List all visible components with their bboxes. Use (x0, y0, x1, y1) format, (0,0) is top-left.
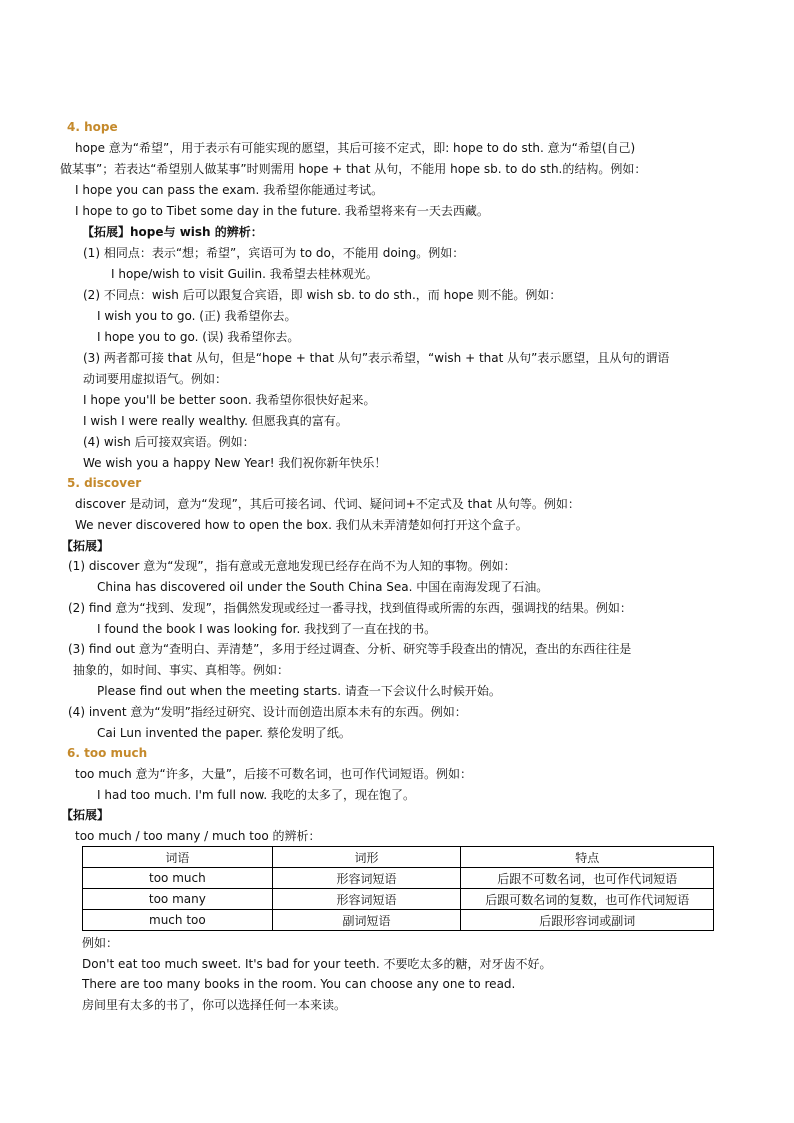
hope-wish-point-2: (2) 不同点：wish 后可以跟复合宾语，即 wish sb. to do sth.，而 hope 则不能。例如： (83, 288, 562, 302)
discover-extension-title: 【拓展】 (61, 539, 110, 553)
too-much-extension-title: 【拓展】 (61, 808, 110, 822)
table-header-row (83, 847, 714, 868)
comparison-table (82, 846, 714, 931)
table-cell: 形容词短语 (272, 889, 461, 910)
table-cell: too much (83, 868, 273, 889)
discover-point-1: (1) discover 意为“发现”，指有意或无意地发现已经存在尚不为人知的事物。例如： (68, 559, 516, 573)
hope-wish-point-1-example: I hope/wish to visit Guilin. 我希望去桂林观光。 (111, 267, 378, 281)
hope-wish-compare-title: 【拓展】hope与 wish 的辨析： (82, 225, 263, 239)
comparison-title: too much / too many / much too 的辨析： (75, 829, 321, 843)
too-many-example-en: There are too many books in the room. You can choose any one to read. (82, 977, 516, 991)
too-many-example-zh: 房间里有太多的书了，你可以选择任何一本来读。 (82, 998, 347, 1012)
discover-point-2: (2) find 意为“找到、发现”，指偶然发现或经过一番寻找，找到值得或所需的东西，强调找的结果。例如： (68, 601, 632, 615)
table-header-cell: 特点 (461, 847, 714, 868)
discover-point-3-line-2: 抽象的，如时间、事实、真相等。例如： (73, 663, 290, 677)
discover-point-2-example: I found the book I was looking for. 我找到了一直在找的书。 (97, 622, 437, 636)
table-cell: much too (83, 910, 273, 931)
table-cell: too many (83, 889, 273, 910)
table-row (83, 889, 714, 910)
hope-definition-line-2: 做某事”；若表达“希望别人做某事”时则需用 hope + that 从句，不能用 hope sb. to do sth.的结构。例如： (60, 162, 647, 176)
too-much-definition: too much 意为“许多，大量”，后接不可数名词，也可作代词短语。例如： (75, 767, 472, 781)
hope-example-2: I hope to go to Tibet some day in the future. 我希望将来有一天去西藏。 (75, 204, 489, 218)
table-cell: 形容词短语 (272, 868, 461, 889)
section-heading-discover: 5. discover (67, 476, 142, 490)
hope-wish-point-2-example-1: I wish you to go. (正) 我希望你去。 (97, 309, 297, 323)
examples-label: 例如： (82, 936, 119, 950)
hope-wish-point-4: (4) wish 后可接双宾语。例如： (83, 435, 255, 449)
hope-wish-point-2-example-2: I hope you to go. (误) 我希望你去。 (97, 330, 300, 344)
too-much-example-2: Don't eat too much sweet. It's bad for your teeth. 不要吃太多的糖，对牙齿不好。 (82, 957, 552, 971)
hope-wish-point-3-example-1: I hope you'll be better soon. 我希望你很快好起来。 (83, 393, 376, 407)
hope-wish-point-1: (1) 相同点：表示“想；希望”，宾语可为 to do，不能用 doing。例如： (83, 246, 465, 260)
table-cell: 后跟不可数名词，也可作代词短语 (461, 868, 714, 889)
table-header-cell: 词形 (272, 847, 461, 868)
hope-example-1: I hope you can pass the exam. 我希望你能通过考试。 (75, 183, 384, 197)
discover-point-4-example: Cai Lun invented the paper. 蔡伦发明了纸。 (97, 726, 351, 740)
discover-point-3-example: Please find out when the meeting starts. 请查一下会议什么时候开始。 (97, 684, 501, 698)
hope-definition-line-1: hope 意为“希望”，用于表示有可能实现的愿望，其后可接不定式，即: hope to do sth. 意为“希望(自己) (75, 141, 636, 155)
discover-definition: discover 是动词，意为“发现”，其后可接名词、代词、疑问词+不定式及 that 从句等。例如： (75, 497, 580, 511)
section-heading-hope: 4. hope (67, 120, 118, 134)
discover-example: We never discovered how to open the box. 我们从未弄清楚如何打开这个盒子。 (75, 518, 528, 532)
table-row (83, 910, 714, 931)
hope-wish-point-3-line-2: 动词要用虚拟语气。例如： (83, 372, 228, 386)
section-heading-too-much: 6. too much (67, 746, 148, 760)
hope-wish-point-4-example: We wish you a happy New Year! 我们祝你新年快乐！ (83, 456, 387, 470)
table-header-cell: 词语 (83, 847, 273, 868)
hope-wish-point-3-example-2: I wish I were really wealthy. 但愿我真的富有。 (83, 414, 348, 428)
table-row (83, 868, 714, 889)
table-cell: 后跟可数名词的复数，也可作代词短语 (461, 889, 714, 910)
discover-point-3-line-1: (3) find out 意为“查明白、弄清楚”，多用于经过调查、分析、研究等手段查出的情况，查出的东西往往是 (68, 642, 632, 656)
table-cell: 副词短语 (272, 910, 461, 931)
table-cell: 后跟形容词或副词 (461, 910, 714, 931)
too-much-example: I had too much. I'm full now. 我吃的太多了，现在饱了。 (97, 788, 416, 802)
hope-wish-point-3-line-1: (3) 两者都可接 that 从句，但是“hope + that 从句”表示希望，“wish + that 从句”表示愿望，且从句的谓语 (83, 351, 670, 365)
discover-point-4: (4) invent 意为“发明”指经过研究、设计而创造出原本未有的东西。例如： (68, 705, 467, 719)
discover-point-1-example: China has discovered oil under the South China Sea. 中国在南海发现了石油。 (97, 580, 549, 594)
